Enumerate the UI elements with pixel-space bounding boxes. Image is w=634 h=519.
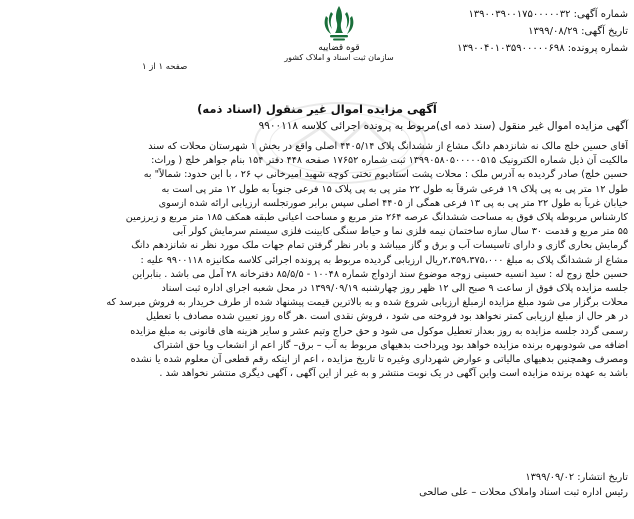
page-title: آگهی مزایده اموال غیر منقول (اسناد ذمه) [197,102,437,116]
page-subtitle: آگهی مزایده اموال غیر منقول (سند ذمه ای)مربوط به پرونده اجرائی کلاسه ۹۹۰۰۱۱۸ [258,120,628,132]
signatory: رئیس اداره ثبت اسناد واملاک محلات – علی صالحی [419,487,628,498]
document-meta [388,6,628,57]
body-line: مشاع از ششدانگ پلاک به مبلغ ۲،۳۵۹،۳۷۵،۰۰۰ریال ارزیابی گردیده مربوط به پرونده اجرائی کلاسه مکانیزه ۹۹۰۰۱۱۸ علیه : [140,254,628,266]
ad-number: شماره آگهی: ۱۳۹۰۰۳۹۰۰۱۷۵۰۰۰۰۰۳۲ [468,9,628,20]
judiciary-logo [284,2,394,74]
judiciary-name: قوه قضاییه [318,43,360,53]
page-number: صفحه ۱ از ۱ [142,62,188,72]
body-line: اضافه می شودوبهره برنده مزایده خواهد بود وپرداخت بدهیهای مربوط به آب – برق– گاز اعم از انشعاب ویا حق اشتراک [153,339,628,351]
publish-date: تاریخ انتشار: ۱۳۹۹/۰۹/۰۲ [525,472,628,483]
body-line: ومصرف وهمچنین بدهیهای مالیاتی و عوارض شهرداری وغیره تا تاریخ مزایده ، اعم از اینکه رقم قطعی آن معلوم شده یا نشده [130,354,628,366]
body-line: حسین خلج) صادر گردیده به آدرس ملک : محلات پشت استادیوم تختی کوچه شهید امیرخانی پ ۲۶ ، با این حدود: شمالاً" به [143,169,628,181]
notice-footer [6,470,628,500]
body-line: محلات برگزار می شود مبلغ مزایده ازمبلغ ارزیابی شروع شده و به بالاترین قیمت پیشنهاد شده از طرف خریدار به فروش میرسد که [106,297,628,309]
body-line: طول ۱۲ متر پی به پی پلاک ۱۹ فرعی شرقاً به طول ۲۲ متر پی به پی پلاک ۱۵ فرعی جنوباً به طول ۱۲ متر پی است به [161,183,628,195]
registration-org-name: سازمان ثبت اسناد و املاک کشور [284,53,394,62]
body-line: حسین خلج زوج له : سید انسیه حسینی زوجه موضوع سند ازدواج شماره ۱۰۰۴۸ - ۸۵/۵/۵ دفترخانه ۲۸ آمل می باشد . بنابراین [132,268,628,280]
notice-body [6,140,628,381]
body-line: گرمایش بخاری گازی و دارای تاسیسات آب و برق و گاز میباشد و بادر نظر گرفتن تمام جهات ملک مورد نظر نه شانزدهم دانگ [131,240,628,252]
body-line: کارشناس مربوطه پلاک فوق به مساحت ششدانگ عرصه ۲۶۴ متر مربع و مساحت اعیانی طبقه همکف ۱۸۵ متر مربع و زیرزمین [125,212,628,224]
body-line: آقای حسین خلج مالک نه شانزدهم دانگ مشاع از ششدانگ پلاک ۴۴۰۵/۱۴ اصلی واقع در بخش ۱ شهرستان محلات که سند [148,141,628,152]
body-line: ۵۵ متر مربع و قدمت ۳۰ سال سازه ساختمان نیمه فلزی نما و حیاط سنگی کابینت فلزی سیستم سرمایش کولر آبی [172,226,628,238]
body-line: در هر حال از مبلغ ارزیابی کمتر نخواهد بود فروخته می شود ، فروش نقدی است .هر گاه روز تعیین شده مصادف با تعطیل [145,311,628,323]
case-number: شماره پرونده: ۱۳۹۰۰۴۰۱۰۳۵۹۰۰۰۰۰۶۹۸ [457,43,628,54]
body-line: جلسه مزایده پلاک فوق از ساعت ۹ صبح الی ۱۲ ظهر روز چهارشنبه ۱۳۹۹/۰۹/۱۹ در محل شعبه اجرای اداره ثبت اسناد [161,283,628,295]
emblem-icon [322,2,356,42]
ad-date: تاریخ آگهی: ۱۳۹۹/۰۸/۲۹ [528,26,628,37]
body-line: مالکیت آن ذیل شماره الکترونیک ۱۳۹۹۰۵۸۰۵۰۰۰۰۰۵۱۵ ثبت شماره ۱۷۶۵۲ صفحه ۴۴۸ دفتر ۱۵۴ بنام جواهر خلج ( وراث: [151,155,628,167]
body-line: خیابان غرباً به طول ۲۲ متر پی به پی ۱۳ فرعی همگی از ۴۴۰۵ اصلی سپس برابر صورتجلسه ارزیابی ارائه شده ازسوی [158,197,628,209]
body-line: باشد به عهده برنده مزایده است واین آگهی در یک نوبت منتشر و به غیر از این آگهی ، آگهی دیگری منتشر نخواهد شد . [159,368,628,380]
body-line: رسمی گردد جلسه مزایده به روز بعداز تعطیل موکول می شود و حق حراج وتیم عشر و سایر هزینه های قانونی به مبلغ مزایده [130,325,628,337]
